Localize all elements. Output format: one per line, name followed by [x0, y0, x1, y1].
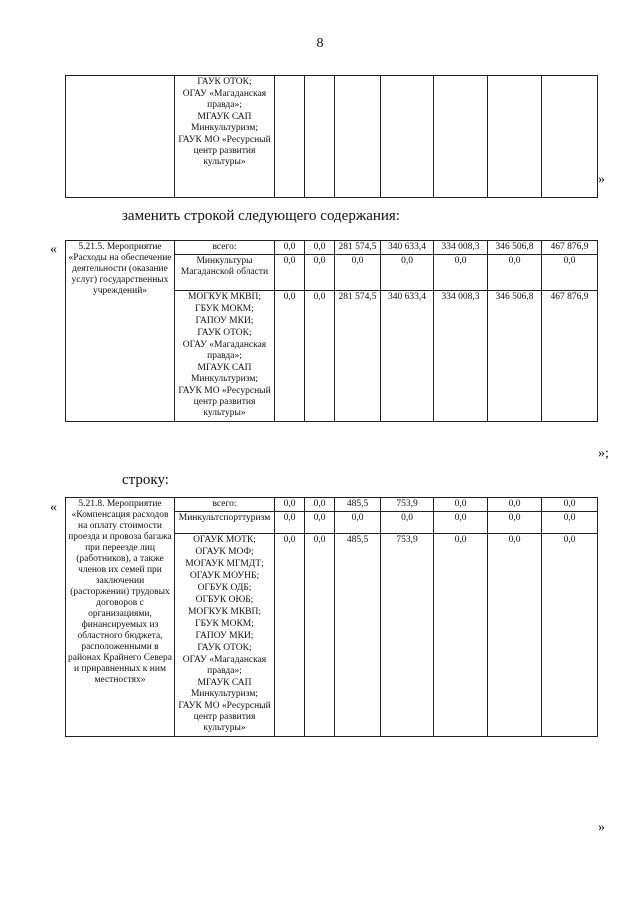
table2-description: 5.21.5. Мероприятие «Расходы на обеспечение деятельности (оказание услуг) государственных учреждений»: [66, 241, 175, 422]
executor-item: ОГАУ «Магаданская правда»;: [182, 340, 267, 361]
top-table-desc-cell: [66, 76, 175, 198]
value-cell: 0,0: [488, 255, 542, 291]
value-cell: 753,9: [381, 534, 434, 737]
value-cell: 346 506,8: [488, 291, 542, 422]
replace-paragraph: заменить строкой следующего содержания:: [122, 208, 400, 224]
executors-cell: [175, 291, 275, 422]
top-table-value-cell: [488, 76, 542, 198]
executor-item: ГАУК МО «Ресурсный центр развития культуры»: [178, 701, 271, 733]
executor-item: МГАУК САП Минкультуризм;: [190, 678, 259, 699]
value-cell: 0,0: [542, 512, 598, 534]
top-table-value-cell: [381, 76, 434, 198]
value-cell: 340 633,4: [381, 241, 434, 255]
value-cell: 0,0: [275, 255, 305, 291]
value-cell: 340 633,4: [381, 291, 434, 422]
executor-item: ОГАУК МОУНБ;: [189, 571, 260, 581]
executor-item: МГАУК САП Минкультуризм;: [190, 112, 259, 133]
top-table-value-cell: [335, 76, 381, 198]
executors-cell: [175, 534, 275, 737]
value-cell: 0,0: [434, 255, 488, 291]
value-cell: 0,0: [434, 498, 488, 512]
value-cell: 0,0: [381, 512, 434, 534]
value-cell: 0,0: [275, 241, 305, 255]
top-table-value-cell: [542, 76, 598, 198]
top-table: [65, 75, 598, 198]
page-number: 8: [316, 36, 324, 51]
executor-item: ОГАУ «Магаданская правда»;: [182, 89, 267, 110]
executor-item: ОГБУК ОДБ;: [197, 583, 252, 593]
value-cell: 281 574,5: [335, 291, 381, 422]
executor-item: ГБУК МОКМ;: [195, 619, 254, 629]
executor-item: ГАПОУ МКИ;: [195, 631, 254, 641]
executor-item: МОГАУК МГМДТ;: [185, 559, 264, 569]
table2-close-quote: »;: [598, 446, 609, 461]
value-cell: 0,0: [305, 291, 335, 422]
executor-item: МГАУК САП Минкультуризм;: [190, 363, 259, 384]
executor-item: ОГАУ «Магаданская правда»;: [182, 655, 267, 676]
value-cell: 346 506,8: [488, 241, 542, 255]
executor-item: ГБУК МОКМ;: [195, 304, 254, 314]
executor-item: ГАУК МО «Ресурсный центр развития культуры»: [178, 386, 271, 418]
executor-item: ОГБУК ОЮБ;: [195, 595, 254, 605]
executor-item: ГАУК ОТОК;: [197, 643, 252, 653]
value-cell: 0,0: [335, 512, 381, 534]
value-cell: 0,0: [305, 512, 335, 534]
row-label: Минкультспорттуризм: [175, 512, 275, 534]
value-cell: 0,0: [381, 255, 434, 291]
value-cell: 0,0: [275, 291, 305, 422]
value-cell: 467 876,9: [542, 291, 598, 422]
row-label: всего:: [175, 241, 275, 255]
top-table-row: [66, 76, 598, 198]
row-label: всего:: [175, 498, 275, 512]
value-cell: 0,0: [305, 255, 335, 291]
executor-item: МОГКУК МКВП;: [187, 607, 261, 617]
value-cell: 0,0: [275, 534, 305, 737]
value-cell: 0,0: [305, 498, 335, 512]
top-table-value-cell: [305, 76, 335, 198]
value-cell: 0,0: [434, 534, 488, 737]
value-cell: 0,0: [335, 255, 381, 291]
executor-item: ГАПОУ МКИ;: [195, 316, 254, 326]
executor-item: ГАУК ОТОК;: [197, 328, 252, 338]
table2: [65, 240, 598, 422]
value-cell: 334 008,3: [434, 241, 488, 255]
value-cell: 0,0: [488, 512, 542, 534]
top-table-value-cell: [434, 76, 488, 198]
value-cell: 485,5: [335, 534, 381, 737]
value-cell: 467 876,9: [542, 241, 598, 255]
executor-item: ГАУК МО «Ресурсный центр развития культуры»: [178, 135, 271, 167]
value-cell: 0,0: [275, 512, 305, 534]
table3-open-quote: «: [50, 500, 57, 515]
table2-open-quote: «: [50, 242, 57, 257]
value-cell: 0,0: [305, 534, 335, 737]
value-cell: 0,0: [275, 498, 305, 512]
table-row: [66, 498, 598, 512]
table3-close-quote: »: [598, 820, 605, 835]
value-cell: 0,0: [488, 534, 542, 737]
value-cell: 0,0: [434, 512, 488, 534]
top-table-value-cell: [275, 76, 305, 198]
value-cell: 0,0: [488, 498, 542, 512]
table-row: [66, 241, 598, 255]
value-cell: 0,0: [542, 255, 598, 291]
value-cell: 281 574,5: [335, 241, 381, 255]
value-cell: 485,5: [335, 498, 381, 512]
value-cell: 0,0: [542, 498, 598, 512]
row-paragraph: строку:: [122, 472, 169, 488]
row-label: Минкультуры Магаданской области: [175, 255, 275, 291]
value-cell: 334 008,3: [434, 291, 488, 422]
value-cell: 753,9: [381, 498, 434, 512]
value-cell: 0,0: [305, 241, 335, 255]
executor-item: ГАУК ОТОК;: [197, 77, 252, 87]
table3: [65, 497, 598, 737]
top-close-quote: »: [598, 172, 605, 187]
executor-item: ОГАУК МОФ;: [195, 547, 254, 557]
top-table-executors-cell: [175, 76, 275, 198]
executor-item: ОГАУК МОТК;: [193, 535, 256, 545]
executor-item: МОГКУК МКВП;: [187, 292, 261, 302]
table3-description: 5.21.8. Мероприятие «Компенсация расходов на оплату стоимости проезда и провоза багажа при переезде лиц (работников), а также членов их семей при заключении (расторжении) трудовых договоров с организациями, финансируемых из областного бюджета, расположенными в районах Крайнего Севера и приравненных к ним местностях»: [66, 498, 175, 737]
value-cell: 0,0: [542, 534, 598, 737]
